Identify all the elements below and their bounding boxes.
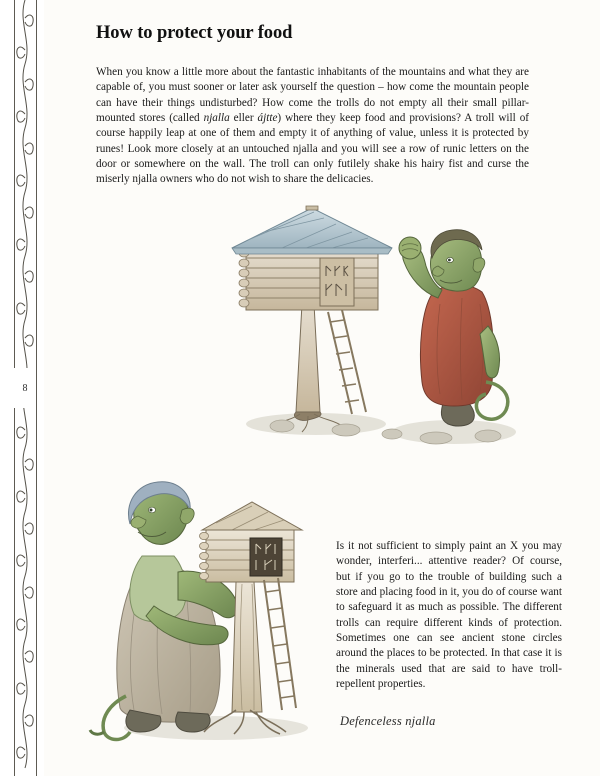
left-ornamental-border (0, 0, 44, 776)
border-rule-inner (36, 0, 37, 776)
troll-figure (399, 230, 508, 426)
page-content (96, 0, 566, 776)
troll-reaching-for-njalla-illustration (196, 186, 556, 456)
troll-carrying-njalla-illustration (86, 460, 376, 750)
page-title: How to protect your food (96, 23, 293, 43)
right-column-paragraph: Is it not sufficient to simply paint an X you may wonder, interferi... attentive reader? Of course, but if you go to the trouble of building such a store and placing food in it, you do of course want to safeguard it as much as possible. The different trolls can require different kinds of protection. Sometimes one can see ancient stone circles around the places to be protected. In that case it is the minerals used that are said to have troll-repellent properties. (336, 540, 562, 690)
intro-paragraph: When you know a little more about the fantastic inhabitants of the mountains and what they are capable of, you must sooner or later ask yourself the question – how come the mountain people can have their things undisturbed? How come the trolls do not empty all their small pillar-mounted stores (called njalla eller ájtte) where they keep food and provisions? A troll will of course happily leap at one of them and empty it of anything of value, unless it is protected by runes! Look more closely at an untouched njalla and you will see a row of runic letters on the door or somewhere on the wall. The troll can only futilely shake his hairy fist and curse the miserly njalla owners who do not wish to share the delicacies. (96, 66, 530, 186)
illustration-caption: Defenceless njalla (340, 714, 436, 728)
page-number: 8 (14, 368, 36, 408)
